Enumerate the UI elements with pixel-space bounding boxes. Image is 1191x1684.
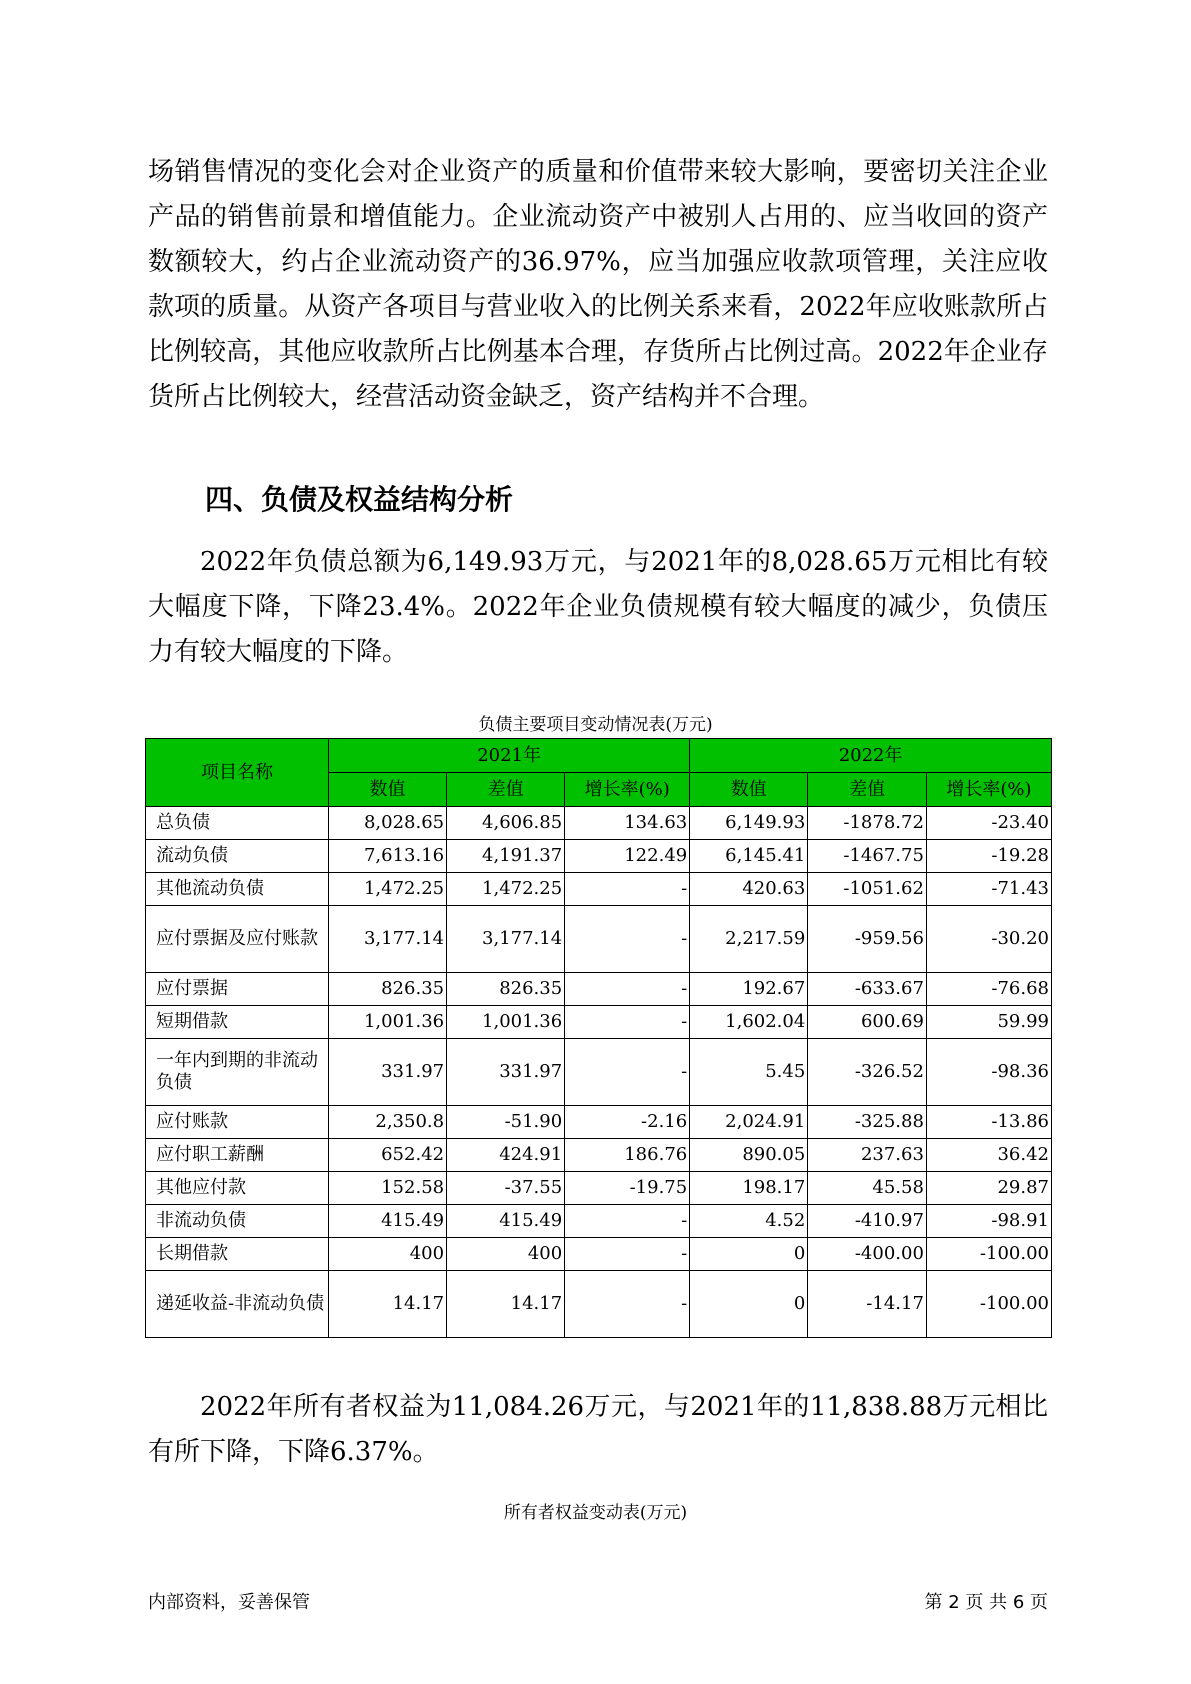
cell-value: 1,001.36 xyxy=(329,1006,447,1039)
cell-value: 192.67 xyxy=(690,973,808,1006)
cell-value: 14.17 xyxy=(329,1271,447,1338)
cell-value: -959.56 xyxy=(808,906,927,973)
cell-value: 198.17 xyxy=(690,1172,808,1205)
cell-value: 331.97 xyxy=(447,1039,565,1106)
table-row xyxy=(146,906,1052,973)
cell-value: 3,177.14 xyxy=(329,906,447,973)
cell-value: 14.17 xyxy=(447,1271,565,1338)
cell-value: 890.05 xyxy=(690,1139,808,1172)
cell-value: -100.00 xyxy=(926,1238,1051,1271)
cell-value: 4,191.37 xyxy=(447,840,565,873)
cell-value: -19.75 xyxy=(565,1172,690,1205)
cell-value: -1467.75 xyxy=(808,840,927,873)
footer-confidential-note: 内部资料，妥善保管 xyxy=(148,1592,310,1613)
cell-value: 826.35 xyxy=(447,973,565,1006)
cell-value: -14.17 xyxy=(808,1271,927,1338)
cell-value: 1,602.04 xyxy=(690,1006,808,1039)
row-label: 应付账款 xyxy=(146,1106,329,1139)
cell-value: 400 xyxy=(447,1238,565,1271)
cell-value: 2,350.8 xyxy=(329,1106,447,1139)
row-label: 应付票据及应付账款 xyxy=(146,906,329,973)
cell-value: 0 xyxy=(690,1238,808,1271)
cell-value: 600.69 xyxy=(808,1006,927,1039)
cell-value: 6,149.93 xyxy=(690,807,808,840)
cell-value: -326.52 xyxy=(808,1039,927,1106)
cell-value: -98.91 xyxy=(926,1205,1051,1238)
row-label: 短期借款 xyxy=(146,1006,329,1039)
row-label: 其他流动负债 xyxy=(146,873,329,906)
cell-value: -410.97 xyxy=(808,1205,927,1238)
table-row xyxy=(146,1238,1052,1271)
cell-value: - xyxy=(565,973,690,1006)
cell-value: 652.42 xyxy=(329,1139,447,1172)
table-row xyxy=(146,1139,1052,1172)
cell-value: -325.88 xyxy=(808,1106,927,1139)
subheader-diff-2021: 差值 xyxy=(447,773,565,807)
cell-value: 5.45 xyxy=(690,1039,808,1106)
cell-value: - xyxy=(565,1205,690,1238)
cell-value: - xyxy=(565,1006,690,1039)
row-label: 流动负债 xyxy=(146,840,329,873)
row-label: 长期借款 xyxy=(146,1238,329,1271)
table-row xyxy=(146,973,1052,1006)
row-label: 总负债 xyxy=(146,807,329,840)
cell-value: -2.16 xyxy=(565,1106,690,1139)
cell-value: 1,472.25 xyxy=(447,873,565,906)
column-header-year-2021: 2021年 xyxy=(329,739,690,773)
column-header-item-name: 项目名称 xyxy=(146,739,329,807)
row-label: 一年内到期的非流动负债 xyxy=(146,1039,329,1106)
table-row xyxy=(146,807,1052,840)
cell-value: - xyxy=(565,1039,690,1106)
cell-value: 134.63 xyxy=(565,807,690,840)
cell-value: - xyxy=(565,906,690,973)
cell-value: 1,472.25 xyxy=(329,873,447,906)
cell-value: 45.58 xyxy=(808,1172,927,1205)
cell-value: -19.28 xyxy=(926,840,1051,873)
cell-value: 59.99 xyxy=(926,1006,1051,1039)
body-paragraph-liabilities: 2022年负债总额为6,149.93万元，与2021年的8,028.65万元相比有较大幅度下降，下降23.4%。2022年企业负债规模有较大幅度的减少，负债压力有较大幅度的下降。 xyxy=(148,547,1048,667)
cell-value: 36.42 xyxy=(926,1139,1051,1172)
cell-value: -1878.72 xyxy=(808,807,927,840)
cell-value: 0 xyxy=(690,1271,808,1338)
cell-value: 400 xyxy=(329,1238,447,1271)
body-paragraph-equity: 2022年所有者权益为11,084.26万元，与2021年的11,838.88万元相比有所下降，下降6.37%。 xyxy=(148,1392,1048,1467)
table-row xyxy=(146,840,1052,873)
body-paragraph-asset-structure: 场销售情况的变化会对企业资产的质量和价值带来较大影响，要密切关注企业产品的销售前景和增值能力。企业流动资产中被别人占用的、应当收回的资产数额较大，约占企业流动资产的36.97%，应当加强应收款项管理，关注应收款项的质量。从资产各项目与营业收入的比例关系来看，2022年应收账款所占比例较高，其他应收款所占比例基本合理，存货所占比例过高。2022年企业存货所占比例较大，经营活动资金缺乏，资产结构并不合理。 xyxy=(148,157,1048,412)
footer-page-number: 第 2 页 共 6 页 xyxy=(924,1592,1048,1613)
cell-value: - xyxy=(565,1238,690,1271)
table-row xyxy=(146,1271,1052,1338)
cell-value: -76.68 xyxy=(926,973,1051,1006)
cell-value: 4.52 xyxy=(690,1205,808,1238)
cell-value: 331.97 xyxy=(329,1039,447,1106)
cell-value: -98.36 xyxy=(926,1039,1051,1106)
cell-value: 424.91 xyxy=(447,1139,565,1172)
cell-value: 3,177.14 xyxy=(447,906,565,973)
cell-value: 6,145.41 xyxy=(690,840,808,873)
cell-value: 4,606.85 xyxy=(447,807,565,840)
subheader-growth-2022: 增长率(%) xyxy=(926,773,1051,807)
cell-value: 29.87 xyxy=(926,1172,1051,1205)
column-header-year-2022: 2022年 xyxy=(690,739,1052,773)
table-row xyxy=(146,873,1052,906)
row-label: 其他应付款 xyxy=(146,1172,329,1205)
section-heading: 四、负债及权益结构分析 xyxy=(205,483,514,516)
table-row xyxy=(146,1172,1052,1205)
cell-value: -37.55 xyxy=(447,1172,565,1205)
cell-value: 152.58 xyxy=(329,1172,447,1205)
table-row xyxy=(146,1106,1052,1139)
cell-value: -100.00 xyxy=(926,1271,1051,1338)
row-label: 非流动负债 xyxy=(146,1205,329,1238)
cell-value: 237.63 xyxy=(808,1139,927,1172)
cell-value: -13.86 xyxy=(926,1106,1051,1139)
cell-value: -30.20 xyxy=(926,906,1051,973)
cell-value: 8,028.65 xyxy=(329,807,447,840)
cell-value: 1,001.36 xyxy=(447,1006,565,1039)
cell-value: -400.00 xyxy=(808,1238,927,1271)
subheader-growth-2021: 增长率(%) xyxy=(565,773,690,807)
subheader-diff-2022: 差值 xyxy=(808,773,927,807)
cell-value: -1051.62 xyxy=(808,873,927,906)
cell-value: -51.90 xyxy=(447,1106,565,1139)
row-label: 应付职工薪酬 xyxy=(146,1139,329,1172)
table-row xyxy=(146,1006,1052,1039)
table-row xyxy=(146,1205,1052,1238)
cell-value: 122.49 xyxy=(565,840,690,873)
row-label: 应付票据 xyxy=(146,973,329,1006)
cell-value: -633.67 xyxy=(808,973,927,1006)
cell-value: -71.43 xyxy=(926,873,1051,906)
liabilities-table xyxy=(145,738,1052,1338)
cell-value: - xyxy=(565,1271,690,1338)
cell-value: 186.76 xyxy=(565,1139,690,1172)
cell-value: 2,217.59 xyxy=(690,906,808,973)
table-caption: 负债主要项目变动情况表(万元) xyxy=(478,715,713,735)
row-label: 递延收益-非流动负债 xyxy=(146,1271,329,1338)
cell-value: -23.40 xyxy=(926,807,1051,840)
cell-value: 415.49 xyxy=(447,1205,565,1238)
cell-value: 7,613.16 xyxy=(329,840,447,873)
table-row xyxy=(146,1039,1052,1106)
subheader-value-2021: 数值 xyxy=(329,773,447,807)
cell-value: 420.63 xyxy=(690,873,808,906)
cell-value: - xyxy=(565,873,690,906)
subheader-value-2022: 数值 xyxy=(690,773,808,807)
table2-caption: 所有者权益变动表(万元) xyxy=(503,1503,688,1523)
cell-value: 2,024.91 xyxy=(690,1106,808,1139)
cell-value: 826.35 xyxy=(329,973,447,1006)
cell-value: 415.49 xyxy=(329,1205,447,1238)
